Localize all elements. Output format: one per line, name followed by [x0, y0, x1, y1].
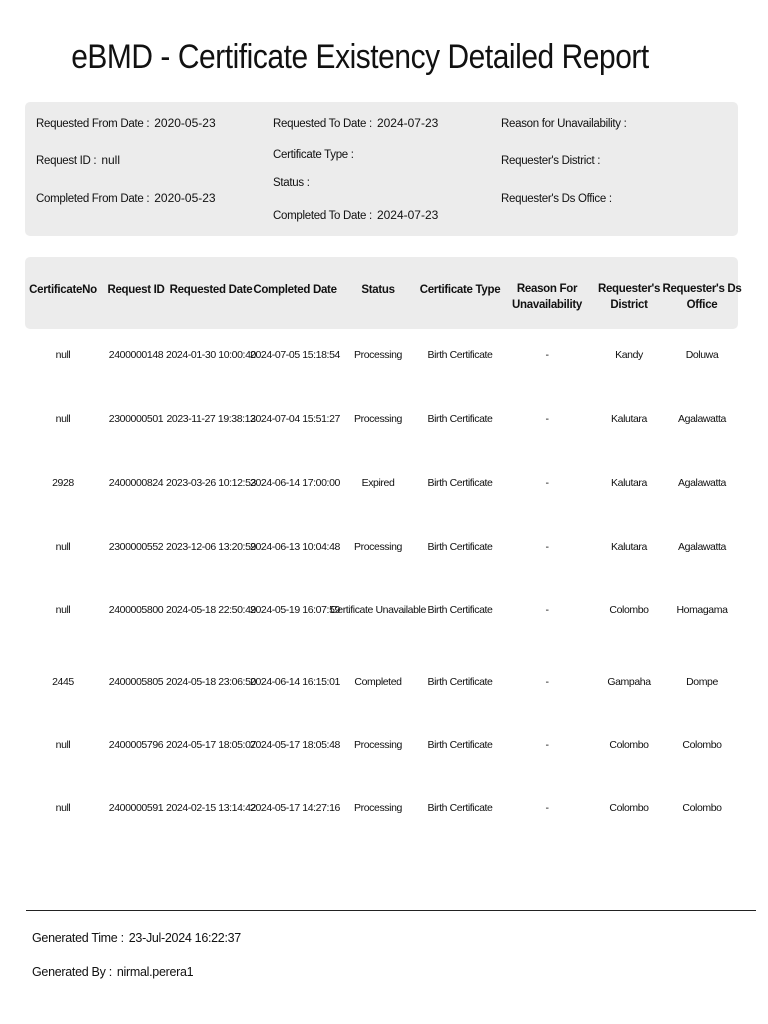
cell-completed-date: 2024-05-17 14:27:16	[250, 802, 340, 814]
cell-requesters-ds-office: Colombo	[682, 802, 722, 814]
cell-status: Expired	[361, 477, 395, 489]
cell-requested-date: 2024-05-18 23:06:50	[166, 676, 256, 688]
criteria-label: Requested From Date :	[36, 118, 150, 130]
cell-requesters-district: Colombo	[609, 802, 649, 814]
cell-requesters-ds-office: Agalawatta	[678, 477, 726, 489]
cell-completed-date: 2024-05-17 18:05:48	[250, 739, 340, 751]
cell-request-id: 2400005805	[108, 676, 164, 688]
criteria-completed-to-date	[273, 208, 438, 222]
cell-requested-date: 2023-12-06 13:20:59	[166, 541, 256, 553]
cell-requesters-district: Kalutara	[611, 477, 647, 489]
criteria-request-id	[36, 153, 120, 167]
criteria-label: Completed To Date :	[273, 210, 372, 222]
header-line: Status	[361, 284, 395, 296]
cell-requesters-district: Kandy	[615, 349, 643, 361]
cell-request-id: 2400000824	[108, 477, 164, 489]
criteria-label: Requested To Date :	[273, 118, 372, 130]
report-title: eBMD - Certificate Existency Detailed Report	[71, 38, 649, 76]
cell-request-id: 2400005800	[108, 604, 164, 616]
cell-completed-date: 2024-07-04 15:51:27	[250, 413, 340, 425]
cell-reason-for-unavailability: -	[545, 676, 549, 688]
header-requested-date	[170, 282, 253, 298]
cell-requesters-ds-office: Dompe	[686, 676, 718, 688]
header-reason-for-unavailability	[512, 281, 582, 313]
cell-certificate-type: Birth Certificate	[427, 349, 493, 361]
cell-completed-date: 2024-06-13 10:04:48	[250, 541, 340, 553]
cell-reason-for-unavailability: -	[545, 739, 549, 751]
cell-certificate-type: Birth Certificate	[427, 802, 493, 814]
cell-requesters-district: Colombo	[609, 739, 649, 751]
cell-certificate-no: 2928	[52, 477, 74, 489]
cell-requested-date: 2024-05-17 18:05:07	[166, 739, 256, 751]
cell-completed-date: 2024-06-14 16:15:01	[250, 676, 340, 688]
cell-certificate-type: Birth Certificate	[427, 541, 493, 553]
criteria-reason-for-unavailability	[501, 116, 632, 130]
header-line: CertificateNo	[29, 284, 97, 296]
cell-request-id: 2400005796	[108, 739, 164, 751]
cell-certificate-no: null	[55, 541, 71, 553]
cell-certificate-type: Birth Certificate	[427, 676, 493, 688]
cell-certificate-no: null	[55, 802, 71, 814]
cell-requesters-district: Colombo	[609, 604, 649, 616]
generated-time	[32, 931, 241, 945]
cell-certificate-type: Birth Certificate	[427, 739, 493, 751]
cell-requesters-ds-office: Colombo	[682, 739, 722, 751]
header-line: Reason For	[516, 283, 578, 295]
cell-reason-for-unavailability: -	[545, 802, 549, 814]
cell-certificate-no: null	[55, 413, 71, 425]
cell-status: Processing	[354, 541, 402, 553]
header-line: District	[610, 299, 648, 311]
header-certificate-no	[29, 282, 97, 298]
criteria-label: Requester's Ds Office :	[501, 193, 612, 205]
cell-request-id: 2300000552	[108, 541, 164, 553]
header-requesters-district	[598, 281, 660, 313]
header-line: Requester's Ds	[662, 283, 742, 295]
cell-certificate-type: Birth Certificate	[427, 477, 493, 489]
cell-request-id: 2300000501	[108, 413, 164, 425]
criteria-requesters-ds-office	[501, 191, 617, 205]
header-line: Office	[686, 299, 718, 311]
cell-reason-for-unavailability: -	[545, 604, 549, 616]
cell-certificate-type: Birth Certificate	[427, 413, 493, 425]
criteria-label: Certificate Type :	[273, 149, 354, 161]
criteria-requested-to-date	[273, 116, 438, 130]
cell-requested-date: 2023-11-27 19:38:13	[166, 413, 256, 425]
criteria-value: 2020-05-23	[154, 191, 216, 205]
criteria-label: Reason for Unavailability :	[501, 118, 627, 130]
cell-status: Completed	[354, 676, 402, 688]
criteria-certificate-type	[273, 147, 359, 161]
cell-requesters-ds-office: Agalawatta	[678, 413, 726, 425]
cell-requesters-ds-office: Agalawatta	[678, 541, 726, 553]
search-criteria-panel	[25, 102, 738, 236]
cell-status: Processing	[354, 739, 402, 751]
cell-requesters-ds-office: Homagama	[676, 604, 728, 616]
cell-status: Processing	[354, 349, 402, 361]
header-requesters-ds-office	[662, 281, 741, 313]
cell-status: Processing	[354, 802, 402, 814]
criteria-value: 2020-05-23	[154, 116, 216, 130]
cell-status: Certificate Unavailable	[330, 604, 426, 616]
cell-certificate-type: Birth Certificate	[427, 604, 493, 616]
criteria-label: Requester's District :	[501, 155, 601, 167]
cell-request-id: 2400000591	[108, 802, 164, 814]
criteria-label: Request ID :	[36, 155, 97, 167]
cell-certificate-no: null	[55, 739, 71, 751]
cell-requesters-district: Kalutara	[611, 541, 647, 553]
criteria-completed-from-date	[36, 191, 216, 205]
criteria-value: null	[101, 153, 121, 167]
header-status	[361, 282, 394, 298]
cell-requested-date: 2024-01-30 10:00:40	[166, 349, 256, 361]
cell-certificate-no: null	[55, 604, 71, 616]
generated-time-label: Generated Time :	[32, 931, 124, 945]
cell-request-id: 2400000148	[108, 349, 164, 361]
header-line: Unavailability	[512, 299, 582, 311]
criteria-requesters-district	[501, 153, 605, 167]
cell-requested-date: 2024-02-15 13:14:42	[166, 802, 256, 814]
header-line: Request ID	[107, 284, 165, 296]
criteria-value: 2024-07-23	[376, 208, 439, 222]
header-request-id	[107, 282, 164, 298]
generated-by	[32, 965, 193, 979]
cell-reason-for-unavailability: -	[545, 349, 549, 361]
generated-time-value: 23-Jul-2024 16:22:37	[128, 931, 241, 945]
cell-status: Processing	[354, 413, 402, 425]
header-line: Certificate Type	[419, 284, 501, 296]
cell-requesters-district: Kalutara	[611, 413, 647, 425]
cell-requested-date: 2024-05-18 22:50:49	[166, 604, 256, 616]
header-line: Requested Date	[169, 284, 253, 296]
criteria-requested-from-date	[36, 116, 216, 130]
cell-requested-date: 2023-03-26 10:12:53	[166, 477, 256, 489]
footer-divider	[26, 910, 756, 911]
generated-by-label: Generated By :	[32, 965, 112, 979]
header-completed-date	[253, 282, 336, 298]
criteria-status	[273, 175, 315, 189]
cell-completed-date: 2024-06-14 17:00:00	[250, 477, 340, 489]
cell-reason-for-unavailability: -	[545, 413, 549, 425]
generated-by-value: nirmal.perera1	[116, 965, 194, 979]
cell-requesters-ds-office: Doluwa	[685, 349, 719, 361]
header-line: Requester's	[597, 283, 661, 295]
header-certificate-type	[420, 282, 501, 298]
cell-reason-for-unavailability: -	[545, 541, 549, 553]
cell-reason-for-unavailability: -	[545, 477, 549, 489]
header-line: Completed Date	[253, 284, 337, 296]
criteria-label: Status :	[273, 177, 310, 189]
cell-completed-date: 2024-07-05 15:18:54	[250, 349, 340, 361]
cell-certificate-no: 2445	[52, 676, 74, 688]
criteria-value: 2024-07-23	[376, 116, 439, 130]
cell-certificate-no: null	[55, 349, 71, 361]
cell-requesters-district: Gampaha	[607, 676, 651, 688]
criteria-label: Completed From Date :	[36, 193, 150, 205]
cell-completed-date: 2024-05-19 16:07:59	[250, 604, 340, 616]
